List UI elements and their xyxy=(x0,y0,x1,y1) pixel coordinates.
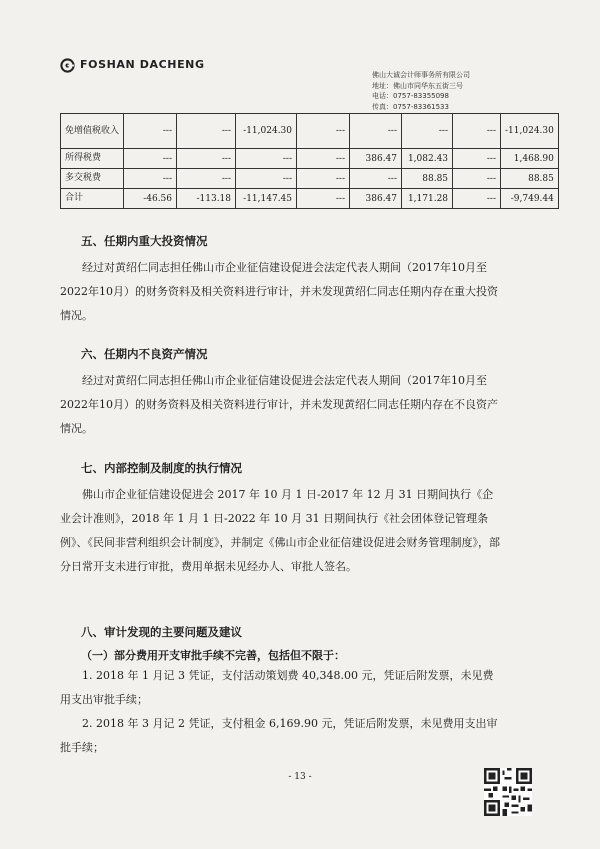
table-cell: -46.56 xyxy=(124,189,177,209)
section-7-heading: 七、内部控制及制度的执行情况 xyxy=(81,461,242,475)
table-cell: --- xyxy=(402,114,453,149)
table-cell: 386.47 xyxy=(350,149,402,169)
table-cell: --- xyxy=(453,169,501,189)
row-label: 所得税费 xyxy=(61,149,124,169)
tel-label: 电话： xyxy=(372,92,393,100)
table-cell: -9,749.44 xyxy=(501,189,559,209)
section-5-heading: 五、任期内重大投资情况 xyxy=(81,234,208,248)
tax-summary-table xyxy=(60,113,559,209)
table-cell: 88.85 xyxy=(402,169,453,189)
section-5-body: 经过对黄绍仁同志担任佛山市企业征信建设促进会法定代表人期间（2017年10月至2022年10月）的财务资料及相关资料进行审计，并未发现黄绍仁同志任期内存在重大投资情况。 xyxy=(60,261,498,322)
table-row xyxy=(61,149,559,169)
firm-fax-line xyxy=(372,102,470,113)
firm-address: 佛山市同华东五街三号 xyxy=(393,81,463,90)
table-cell: --- xyxy=(350,169,402,189)
table-row xyxy=(61,169,559,189)
table-cell: --- xyxy=(297,169,350,189)
table-row xyxy=(61,189,559,209)
table-cell: --- xyxy=(236,149,297,169)
table-cell: --- xyxy=(297,149,350,169)
firm-name: 佛山大诚会计师事务所有限公司 xyxy=(372,71,470,79)
section-7-body: 佛山市企业征信建设促进会 2017 年 10 月 1 日-2017 年 12 月 31 日期间执行《企业会计准则》，2018 年 1 月 1 日-2022 年 10 月 31 日期间执行《社会团体登记管理条例》、《民间非营利组织会计制度》，并制定《佛山市企业征信建设促进会财务管理制度》，部分日常开支未进行审批，费用单据未见经办人、审批人签名。 xyxy=(60,488,500,573)
fax-label: 传真： xyxy=(372,102,393,111)
table-cell: --- xyxy=(124,169,177,189)
firm-address-line xyxy=(372,81,470,92)
finding-item-2: 2. 2018 年 3 月记 2 凭证，支付租金 6,169.90 元，凭证后附发票，未见费用支出审批手续； xyxy=(60,717,498,754)
row-label: 合计 xyxy=(61,189,124,209)
firm-fax: 0757-83361533 xyxy=(393,102,449,111)
table-cell: -11,147.45 xyxy=(236,189,297,209)
firm-tel-line xyxy=(372,91,470,102)
table-cell: 88.85 xyxy=(501,169,559,189)
table-cell: --- xyxy=(350,114,402,149)
row-label: 多交税费 xyxy=(61,169,124,189)
address-label: 地址： xyxy=(372,81,393,90)
table-cell: 1,082.43 xyxy=(402,149,453,169)
row-label: 免增值税收入 xyxy=(61,114,124,149)
table-cell: --- xyxy=(297,189,350,209)
dacheng-logo-icon xyxy=(60,58,75,73)
section-8-heading: 八、审计发现的主要问题及建议 xyxy=(81,625,242,639)
table-cell: -11,024.30 xyxy=(236,114,297,149)
table-cell: --- xyxy=(177,169,236,189)
logo-text: FOSHAN DACHENG xyxy=(80,58,205,71)
table-cell: --- xyxy=(453,189,501,209)
finding-item-1: 1. 2018 年 1 月记 3 凭证，支付活动策划费 40,348.00 元，凭证后附发票，未见费用支出审批手续； xyxy=(60,669,494,706)
table-cell: -113.18 xyxy=(177,189,236,209)
section-6-body: 经过对黄绍仁同志担任佛山市企业征信建设促进会法定代表人期间（2017年10月至2022年10月）的财务资料及相关资料进行审计，并未发现黄绍仁同志任期内存在不良资产情况。 xyxy=(60,374,498,435)
page-number: - 13 - xyxy=(288,772,312,782)
table-row xyxy=(61,114,559,149)
table-cell: 1,468.90 xyxy=(501,149,559,169)
table-cell: -11,024.30 xyxy=(501,114,559,149)
table-cell: 386.47 xyxy=(350,189,402,209)
table-cell: --- xyxy=(124,114,177,149)
table-cell: --- xyxy=(177,149,236,169)
table-cell: --- xyxy=(177,114,236,149)
firm-tel: 0757-83355098 xyxy=(393,92,449,100)
firm-contact-block xyxy=(372,70,470,112)
section-8-subheading: （一）部分费用开支审批手续不完善，包括但不限于： xyxy=(81,649,345,662)
table-cell: 1,171.28 xyxy=(402,189,453,209)
table-cell: --- xyxy=(236,169,297,189)
table-cell: --- xyxy=(453,149,501,169)
table-cell: --- xyxy=(124,149,177,169)
table-cell: --- xyxy=(453,114,501,149)
table-cell: --- xyxy=(297,114,350,149)
qr-code-icon xyxy=(484,768,532,816)
section-6-heading: 六、任期内不良资产情况 xyxy=(81,347,208,361)
